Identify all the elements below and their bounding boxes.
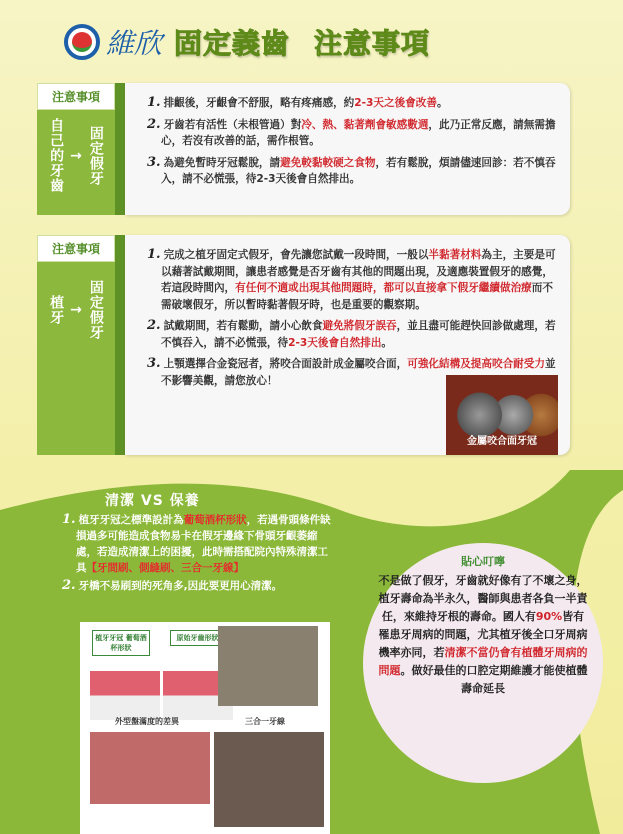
cleaning-title: 清潔 VS 保養: [105, 493, 200, 509]
caption-floss: 三合一牙線: [245, 717, 285, 726]
section1-to: 固定假牙: [87, 125, 104, 186]
metal-crown-image: [446, 375, 558, 455]
illustrations: [80, 622, 330, 834]
body-text: 不是做了假牙，牙齒就好像有了不壞之身，植牙壽命為半永久，醫師與患者各負一半責任，來維持牙根的壽命。國人有: [378, 574, 588, 623]
header: [64, 22, 430, 62]
item-number: 3.: [147, 356, 161, 371]
list-item: [147, 95, 556, 112]
body-text: 。: [436, 97, 448, 109]
section2-to: 固定假牙: [87, 280, 104, 340]
section2-label-panel: [37, 235, 115, 455]
highlight-text: 有任何不適或出現其他問題時，都可以直接拿下假牙繼續做治療: [235, 282, 532, 294]
body-text: 為主，主要是可以藉著試戴期間，讓患者感覺是否牙齒有其他的問題出現，及適應裝置假牙的感覺，若這段時間內，: [161, 249, 556, 294]
section1-content: [125, 83, 570, 215]
logo-icon: [64, 24, 100, 60]
body-text: 並不影響美觀，請您放心！: [161, 358, 556, 387]
body-text: 而不需破壞假牙，所以暫時黏著假牙時，也是重要的觀察期。: [161, 282, 553, 311]
teeth-photo-2: [214, 732, 324, 827]
body-text: 。做好最佳的口腔定期維護才能使植體壽命延長: [400, 664, 588, 695]
tag-crown: 植牙牙冠 葡萄酒杯形狀: [92, 630, 150, 656]
highlight-text: 冷、熱、黏著劑會敏感數週: [301, 118, 429, 131]
body-text: 植牙牙冠之標準設計為: [78, 514, 184, 526]
highlight-text: 清潔不當仍會有植體牙周病的問題: [378, 646, 588, 677]
tip-bubble: [363, 543, 603, 783]
section1-label: 注意事項: [37, 83, 115, 110]
highlight-text: 避免將假牙誤吞: [322, 320, 397, 332]
body-text: 試戴期間，若有鬆動，請小心飲食: [163, 320, 323, 332]
floss-photo: [218, 626, 318, 706]
page-subtitle: 注意事項: [314, 27, 431, 60]
divider: [115, 83, 125, 215]
item-number: 1.: [147, 95, 161, 110]
arrow-icon: →: [70, 147, 82, 164]
highlight-text: 半黏著材料: [428, 249, 482, 261]
image-caption: 金屬咬合面牙冠: [467, 436, 537, 447]
highlight-text: 【牙間刷、側縫刷、三合一牙線】: [86, 562, 244, 574]
item-number: 3.: [147, 154, 161, 170]
body-text: 牙齒若有活性（未根管過）對: [163, 118, 302, 131]
highlight-text: 2-3天之後會改善: [354, 97, 437, 109]
list-item: [62, 578, 332, 594]
caption-shape: 外型盤滿度的差異: [115, 717, 179, 726]
list-item: [147, 155, 556, 188]
list-item: [147, 117, 556, 150]
list-item: [62, 512, 332, 576]
highlight-text: 避免較黏較硬之食物: [280, 156, 376, 169]
section2-from: 植牙: [48, 295, 65, 325]
highlight-text: 葡萄酒杯形狀: [183, 514, 247, 526]
body-text: ，並且盡可能趕快回診做處理，若不慎吞入，請不必慌張，待: [161, 320, 556, 349]
section1-label-panel: [37, 83, 115, 215]
section2-content: [125, 235, 570, 455]
highlight-text: 可強化結構及提高咬合耐受力: [407, 358, 545, 370]
section1-from: 自己的牙齒: [48, 118, 65, 193]
body-text: ，若有鬆脫，煩請儘速回診：若不慎吞入，請不必慌張，待2-3天後會自然排出。: [161, 156, 556, 185]
body-text: 為避免暫時牙冠鬆脫，請: [163, 156, 281, 169]
tag-natural: 原始牙齒形狀: [170, 630, 225, 646]
highlight-text: 90%: [535, 610, 563, 623]
arrow-icon: →: [70, 302, 82, 318]
body-text: 皆有罹患牙周病的問題，尤其植牙後全口牙周病機率亦同，若: [378, 610, 588, 659]
body-text: 完成之植牙固定式假牙，會先讓您試戴一段時間，一般以: [163, 249, 429, 261]
body-text: ，若遇骨頭條件缺損過多可能造成食物易卡在假牙邊緣下骨頭牙齦萎縮處，若造成清潔上的困擾，此時需搭配院內特殊清潔工具: [76, 514, 331, 574]
item-number: 2.: [147, 116, 161, 132]
tip-title: 貼心叮嚀: [461, 555, 505, 568]
tip-text: [363, 572, 603, 698]
body-text: 上顎選擇合金瓷冠者，將咬合面設計成金屬咬合面，: [163, 358, 408, 370]
crown-shape-diagram: [90, 650, 160, 720]
section2-label: 注意事項: [37, 235, 115, 262]
item-number: 1.: [147, 247, 161, 262]
divider: [115, 235, 125, 455]
item-number: 2.: [147, 318, 161, 333]
teeth-photo-1: [90, 732, 210, 804]
body-text: 牙橋不易刷到的死角多,因此要更用心清潔。: [78, 580, 283, 592]
item-number: 2.: [62, 578, 76, 593]
list-item: [147, 318, 556, 351]
list-item: [147, 247, 556, 313]
brand-name: 維欣: [106, 27, 163, 60]
body-text: ，此乃正常反應，請無需擔心，若沒有改善的話，需作根管。: [161, 118, 556, 147]
body-text: 排齦後，牙齦會不舒服，略有疼痛感，約: [163, 97, 355, 109]
highlight-text: 2-3天後會自然排出: [288, 336, 382, 349]
cleaning-content: [62, 512, 332, 596]
body-text: 。: [381, 336, 393, 349]
item-number: 1.: [62, 512, 76, 527]
page-title: 固定義齒: [174, 27, 291, 60]
